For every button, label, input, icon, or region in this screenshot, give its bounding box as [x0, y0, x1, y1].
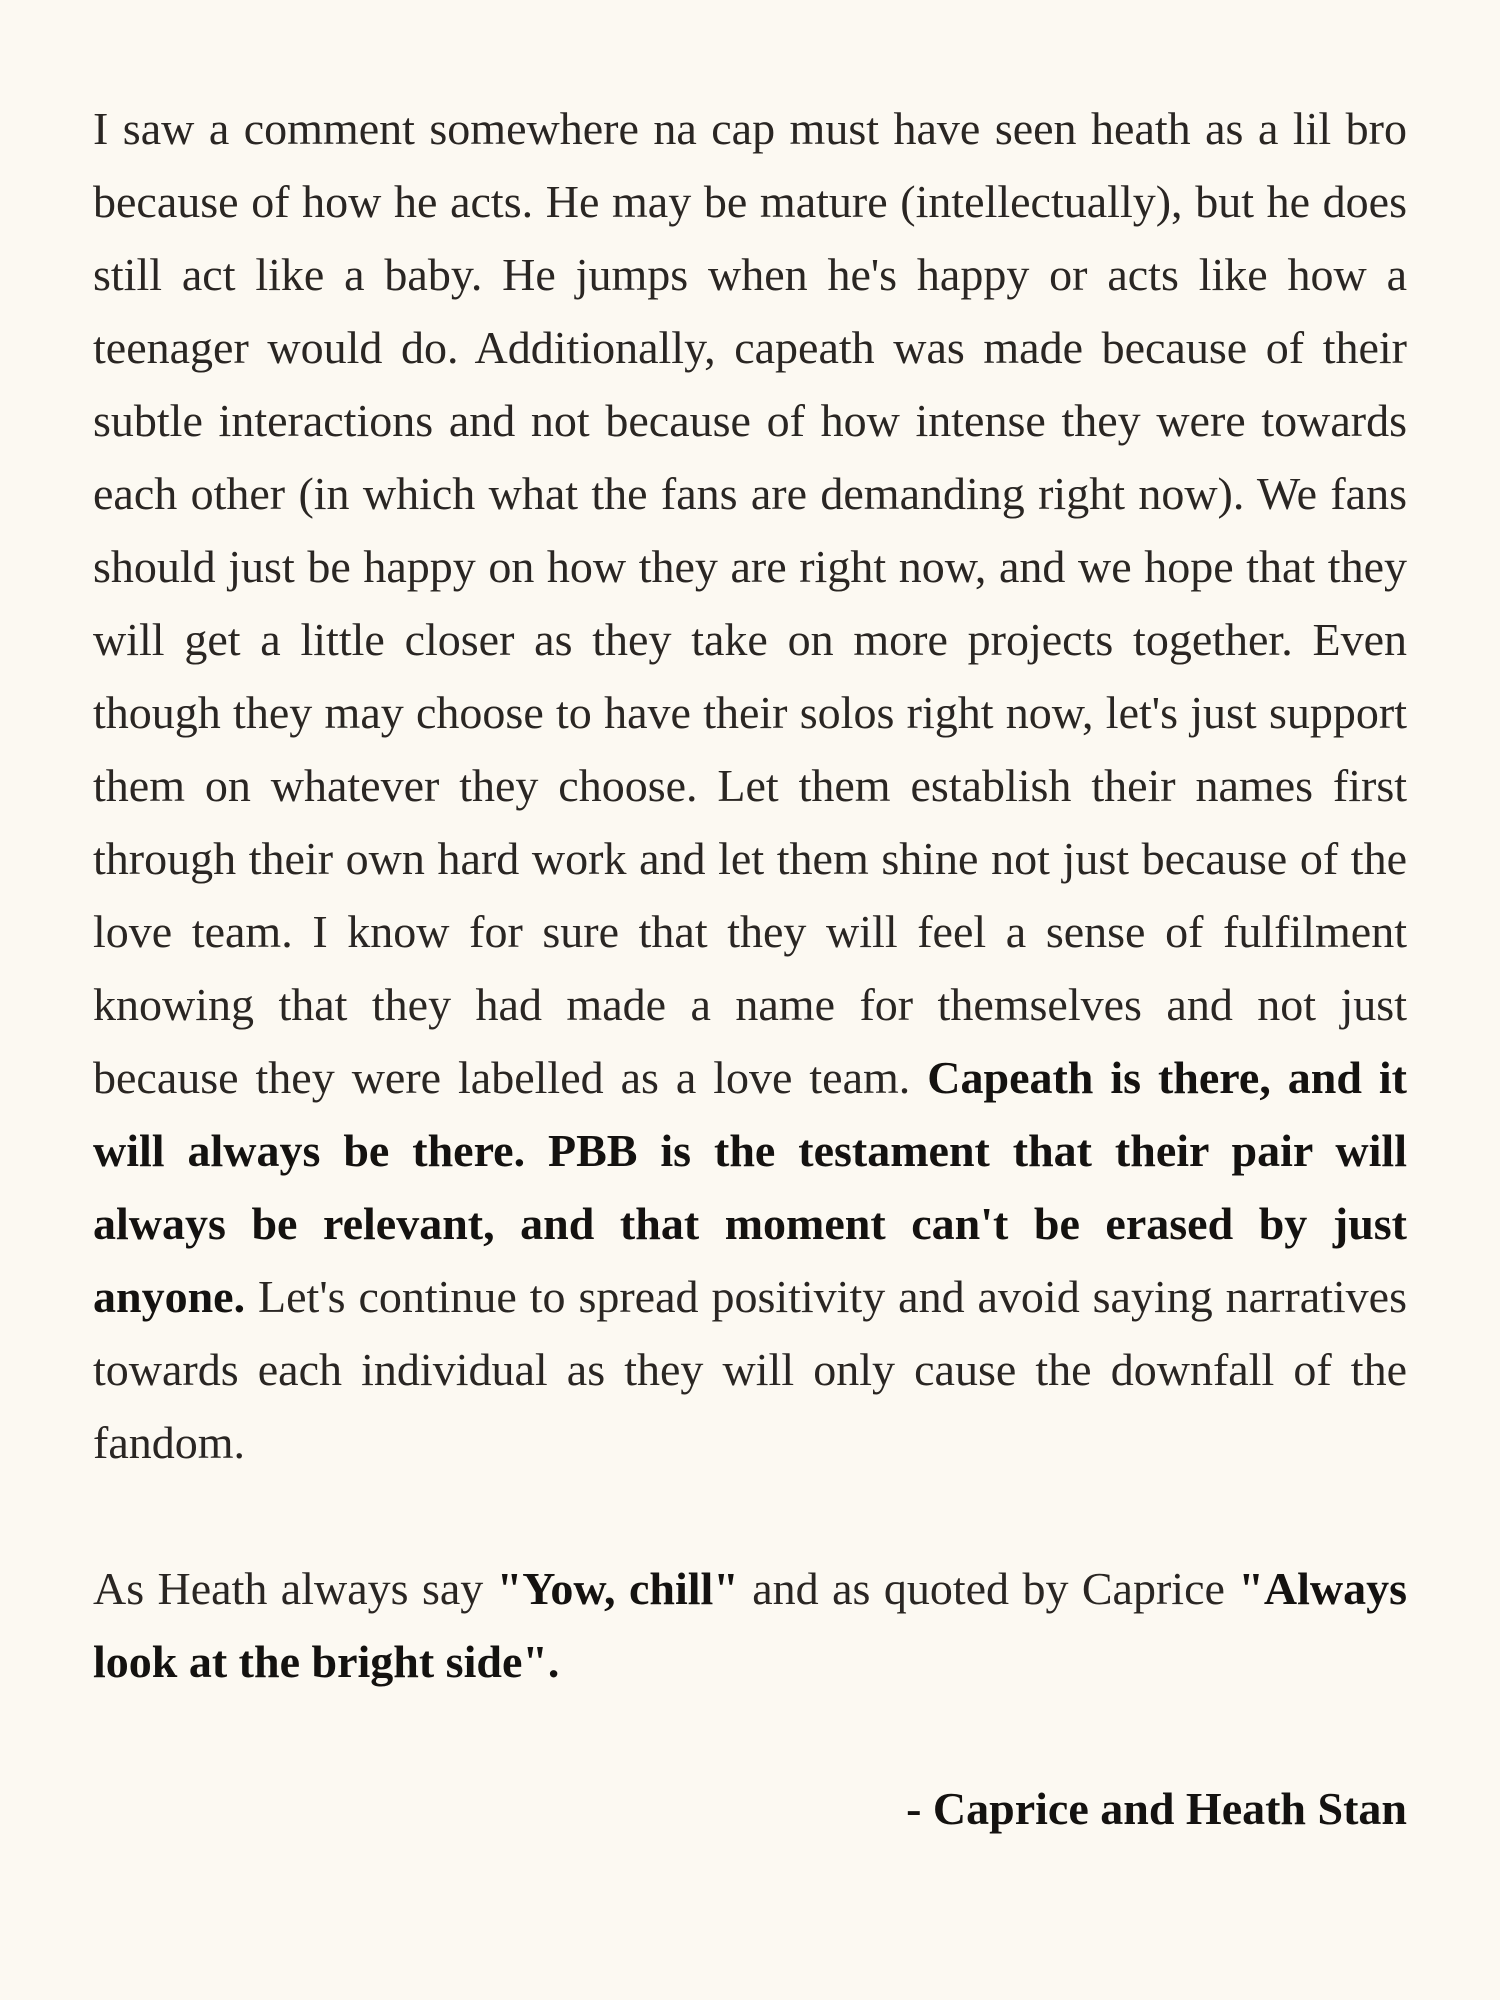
closing-text-middle: and as quoted by Caprice	[752, 1563, 1225, 1614]
emphasized-statement: Capeath is there, and it will always be there. PBB is the testament that their pair will always be relevant, and that moment can't be erased by just anyone.	[93, 1052, 1408, 1322]
paragraph-text-continued: Let's continue to spread positivity and avoid saying narratives towards each individual as they will only cause the downfall of the fandom.	[93, 1271, 1407, 1468]
caprice-quote: "Always look at the bright side".	[93, 1563, 1407, 1687]
letter-page	[93, 92, 1407, 1845]
paragraph-text: I saw a comment somewhere na cap must have seen heath as a lil bro because of how he acts. He may be mature (intellectually), but he does still act like a baby. He jumps when he's happy or acts like how a teenager would do. Additionally, capeath was made because of their subtle interactions and not because of how intense they were towards each other (in which what the fans are demanding right now). We fans should just be happy on how they are right now, and we hope that they will get a little closer as they take on more projects together. Even though they may choose to have their solos right now, let's just support them on whatever they choose. Let them establish their names first through their own hard work and let them shine not just because of the love team. I know for sure that they will feel a sense of fulfilment knowing that they had made a name for themselves and not just because they were labelled as a love team.	[93, 103, 1407, 1103]
signature: - Caprice and Heath Stan	[906, 1783, 1407, 1834]
closing-text-intro: As Heath always say	[93, 1563, 484, 1614]
heath-quote: "Yow, chill"	[496, 1563, 739, 1614]
closing-paragraph	[93, 1552, 1407, 1698]
main-paragraph	[93, 92, 1407, 1479]
